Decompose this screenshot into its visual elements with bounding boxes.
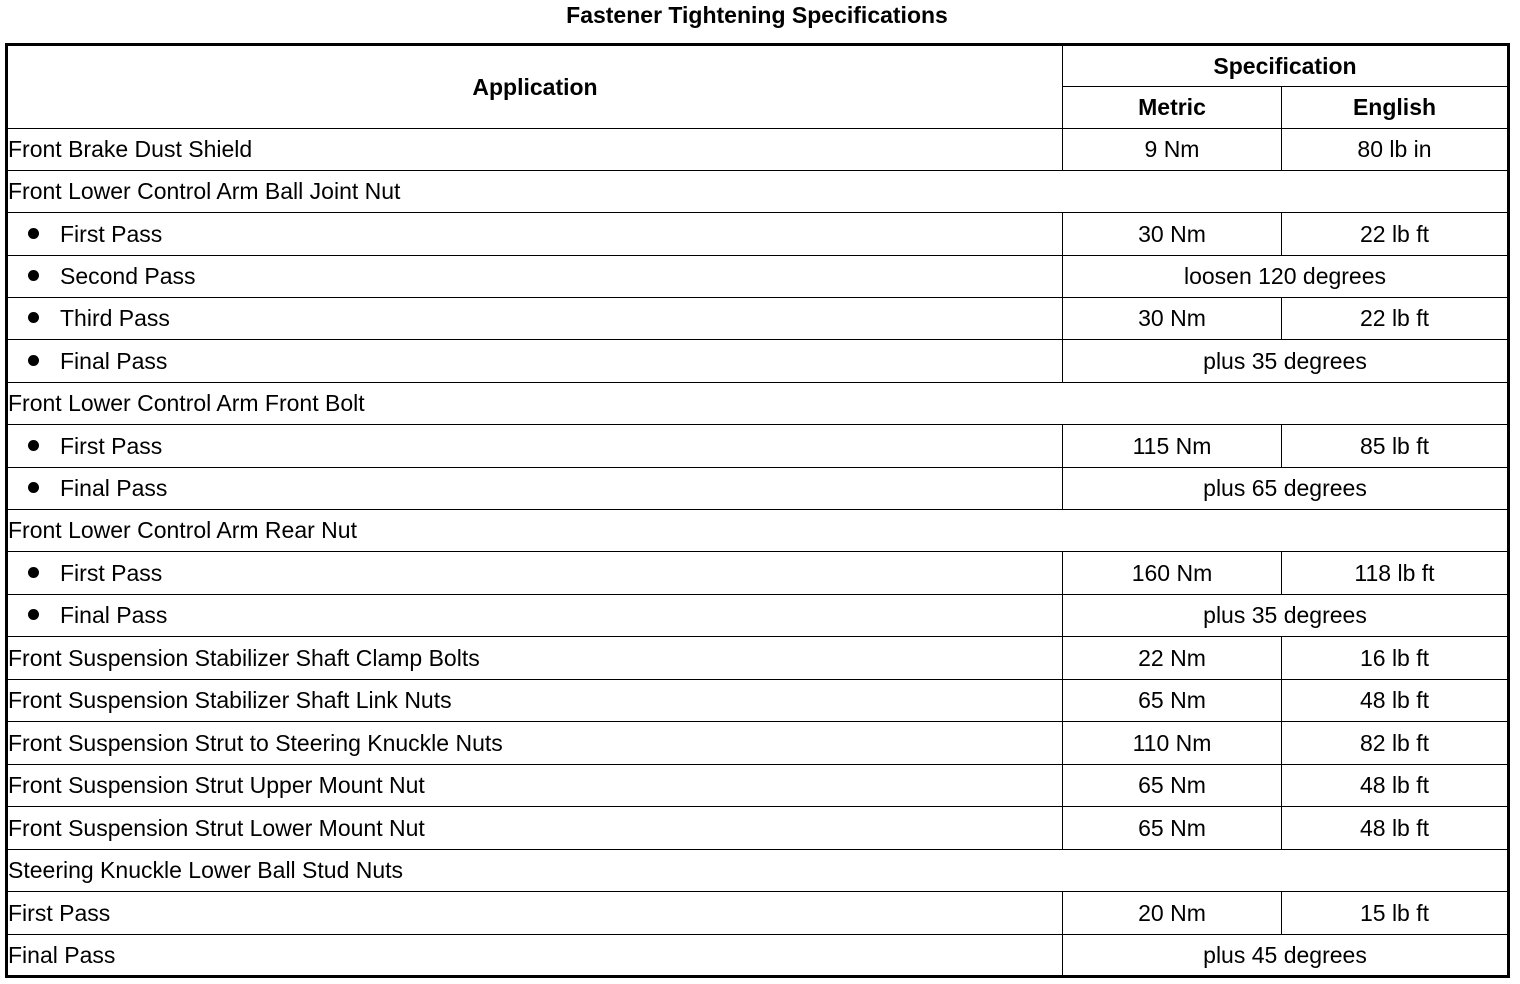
table-row xyxy=(7,510,1509,552)
application-cell: Front Suspension Strut Lower Mount Nut xyxy=(7,807,1063,850)
bullet-icon xyxy=(28,312,39,323)
metric-cell: 115 Nm xyxy=(1063,425,1282,468)
group-heading-cell: Front Lower Control Arm Front Bolt xyxy=(7,383,1509,425)
specification-cell: plus 65 degrees xyxy=(1063,468,1509,510)
application-cell xyxy=(7,552,1063,595)
specification-cell: plus 35 degrees xyxy=(1063,340,1509,383)
metric-cell: 110 Nm xyxy=(1063,722,1282,765)
table-row xyxy=(7,637,1509,680)
application-cell xyxy=(7,256,1063,298)
metric-cell: 65 Nm xyxy=(1063,680,1282,722)
table-row xyxy=(7,807,1509,850)
step-label: Third Pass xyxy=(60,305,170,331)
metric-cell: 160 Nm xyxy=(1063,552,1282,595)
metric-cell: 65 Nm xyxy=(1063,765,1282,807)
header-english: English xyxy=(1282,87,1509,129)
english-cell: 85 lb ft xyxy=(1282,425,1509,468)
table-row xyxy=(7,935,1509,977)
table-row xyxy=(7,298,1509,340)
step-label: First Pass xyxy=(60,220,163,247)
page-title: Fastener Tightening Specifications xyxy=(566,2,948,28)
step-label: Final Pass xyxy=(60,475,168,501)
english-cell: 16 lb ft xyxy=(1282,637,1509,680)
metric-cell: 22 Nm xyxy=(1063,637,1282,680)
bullet-icon xyxy=(28,270,39,281)
application-cell: Front Suspension Strut Upper Mount Nut xyxy=(7,765,1063,807)
table-row xyxy=(7,383,1509,425)
step-label: Final Pass xyxy=(60,602,168,628)
table-header xyxy=(7,45,1509,129)
application-cell: First Pass xyxy=(7,892,1063,935)
table-row xyxy=(7,256,1509,298)
english-cell: 48 lb ft xyxy=(1282,807,1509,850)
table-row xyxy=(7,765,1509,807)
application-cell: Final Pass xyxy=(7,935,1063,977)
metric-cell: 30 Nm xyxy=(1063,213,1282,256)
application-cell xyxy=(7,298,1063,340)
bullet-icon xyxy=(28,228,39,239)
specification-cell: loosen 120 degrees xyxy=(1063,256,1509,298)
table-row xyxy=(7,468,1509,510)
table-row xyxy=(7,171,1509,213)
group-heading-cell: Steering Knuckle Lower Ball Stud Nuts xyxy=(7,850,1509,892)
group-heading-cell: Front Lower Control Arm Ball Joint Nut xyxy=(7,171,1509,213)
english-cell: 48 lb ft xyxy=(1282,765,1509,807)
specification-cell: plus 45 degrees xyxy=(1063,935,1509,977)
application-cell: Front Suspension Stabilizer Shaft Link Nuts xyxy=(7,680,1063,722)
english-cell: 22 lb ft xyxy=(1282,298,1509,340)
table-row xyxy=(7,129,1509,171)
spec-table xyxy=(5,43,1510,978)
step-label: Second Pass xyxy=(60,263,196,289)
table-body xyxy=(7,129,1509,977)
step-label: Final Pass xyxy=(60,347,168,374)
header-specification: Specification xyxy=(1063,45,1509,87)
english-cell: 15 lb ft xyxy=(1282,892,1509,935)
table-row xyxy=(7,340,1509,383)
table-row xyxy=(7,552,1509,595)
bullet-icon xyxy=(28,482,39,493)
bullet-icon xyxy=(28,355,39,366)
table-row xyxy=(7,425,1509,468)
table-row xyxy=(7,722,1509,765)
application-cell xyxy=(7,340,1063,383)
bullet-icon xyxy=(28,567,39,578)
english-cell: 22 lb ft xyxy=(1282,213,1509,256)
step-label: First Pass xyxy=(60,559,163,586)
step-label: First Pass xyxy=(60,432,163,459)
metric-cell: 9 Nm xyxy=(1063,129,1282,171)
group-heading-cell: Front Lower Control Arm Rear Nut xyxy=(7,510,1509,552)
table-row xyxy=(7,892,1509,935)
table-row xyxy=(7,213,1509,256)
application-cell: Front Suspension Strut to Steering Knuckle Nuts xyxy=(7,722,1063,765)
table-row xyxy=(7,680,1509,722)
metric-cell: 30 Nm xyxy=(1063,298,1282,340)
english-cell: 80 lb in xyxy=(1282,129,1509,171)
table-row xyxy=(7,850,1509,892)
specification-cell: plus 35 degrees xyxy=(1063,595,1509,637)
application-cell xyxy=(7,425,1063,468)
application-cell: Front Brake Dust Shield xyxy=(7,129,1063,171)
application-cell xyxy=(7,213,1063,256)
english-cell: 48 lb ft xyxy=(1282,680,1509,722)
metric-cell: 65 Nm xyxy=(1063,807,1282,850)
header-application: Application xyxy=(7,45,1063,129)
table-row xyxy=(7,595,1509,637)
application-cell xyxy=(7,595,1063,637)
application-cell xyxy=(7,468,1063,510)
english-cell: 82 lb ft xyxy=(1282,722,1509,765)
metric-cell: 20 Nm xyxy=(1063,892,1282,935)
application-cell: Front Suspension Stabilizer Shaft Clamp Bolts xyxy=(7,637,1063,680)
bullet-icon xyxy=(28,609,39,620)
header-metric: Metric xyxy=(1063,87,1282,129)
bullet-icon xyxy=(28,440,39,451)
english-cell: 118 lb ft xyxy=(1282,552,1509,595)
